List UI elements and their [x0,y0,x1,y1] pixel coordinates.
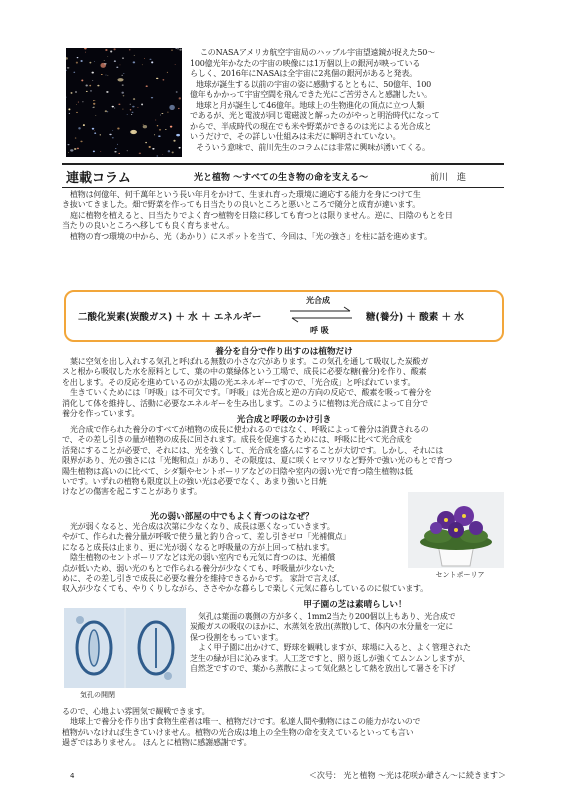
intro-line: であるが、光と電波が同じ電磁波と解ったのがやっと明治時代になって [190,111,440,120]
galaxy-dot [97,85,99,87]
galaxy-dot [78,127,81,129]
intro-line: いうだけで、その詳しい仕組みは未だに解明されていない。 [190,132,401,141]
galaxy-dot [167,72,168,73]
galaxy-dot [158,136,161,137]
galaxy-dot [78,102,79,103]
section-weak-light [62,522,428,595]
galaxy-dot [112,137,114,138]
galaxy-dot [112,106,114,108]
galaxy-dot [176,91,178,92]
body-line: やがて、作られた養分量が呼吸で使う量と釣り合って、差し引きゼロ「光補償点」 [62,532,351,542]
body-line: 植物がいなければ生きていけません。植物の光合成は地上の全生物の命を支えているといっても言い [62,727,414,737]
galaxy-dot [132,131,133,132]
galaxy-dot [178,108,180,109]
stomata-micrograph [64,608,186,688]
galaxy-dot [76,104,77,105]
galaxy-dot [105,49,107,51]
galaxy-dot [105,110,107,112]
galaxy-dot [68,152,69,153]
galaxy-dot [120,65,121,66]
galaxy-dot [122,109,123,110]
galaxy-dot [92,128,94,130]
galaxy-dot [130,104,131,105]
body-line: 保つ役割をもっています。 [190,632,283,642]
body-line: 芝生の緑が目に沁みます。人工芝ですと、照り返しが強くてムンムンしますが、 [190,653,470,663]
body-line: 地球上で養分を作り出す食物生産者は唯一、植物だけです。私達人間や動物にはこの能力がないので [70,717,421,727]
body-line: で、その差し引きの量が植物の成長に回されます。成長を促進するためには、呼吸に比べて光合成を [62,435,413,445]
galaxy-dot [95,115,96,116]
galaxy-dot [75,138,77,139]
galaxy-dot [74,148,76,150]
intro-line: 億年もかかって宇宙空間を飛んできた光にご苦労さんと感謝したい。 [190,90,432,99]
galaxy-dot [179,49,181,51]
galaxy-dot [89,85,91,87]
body-line: けなどの傷害を起こすことがあります。 [62,487,202,497]
galaxy-dot [117,127,119,129]
galaxy-dot [152,148,154,150]
galaxy-dot [107,111,108,112]
section-balance [62,425,506,498]
galaxy-dot [92,80,93,81]
section-koshien-part2 [62,707,506,749]
galaxy-dot [77,148,79,150]
galaxy-dot [133,61,136,63]
galaxy-dot [90,90,92,91]
galaxy-dot [118,153,120,154]
galaxy-dot [104,63,107,65]
galaxy-dot [144,58,145,59]
galaxy-dot [83,124,85,126]
galaxy-dot [167,112,168,113]
body-line: よく甲子園に出かけて、野球を観戦しますが、球場に入ると、よく管理された [198,643,471,653]
galaxy-dot [155,120,156,121]
galaxy-dot [156,78,158,79]
galaxy-dot [67,67,70,68]
galaxy-dot [145,142,147,143]
galaxy-dot [75,91,77,92]
galaxy-dot [143,124,144,125]
section-koshien-part1 [190,612,506,674]
galaxy-dot [154,134,155,135]
galaxy-dot [117,78,123,81]
body-line: スと根から吸収した水を原料として、葉の中の葉緑体という工場で、成長に必要な糖(養分)を作り、酸素 [62,367,427,377]
body-line: 収入が少なくても、やりくりしながら、ささやかな暮らしで楽しく元気に暮らしているのに似ています。 [62,584,428,594]
galaxy-dot [133,98,135,100]
galaxy-dot [66,97,67,98]
body-line: 陽生植物は高いのに比べて、シダ類やセントポーリアなどの日陰や室内の弱い光で育つ陰生植物は低 [62,466,413,476]
galaxy-dot [163,79,165,80]
body-line: るので、心地よい雰囲気で観戦できます。 [62,707,210,716]
galaxy-dot [93,151,95,153]
galaxy-dot [101,74,103,75]
body-line: 生きていくためには「呼吸」は不可欠です。「呼吸」は光合成と逆の方向の反応で、酸素を吸って養分を [70,388,432,398]
body-line: 消化して体を維持し、活動に必要なエネルギーを生み出します。このように植物は光合成によって自分で [62,398,428,408]
galaxy-dot [80,141,82,143]
galaxy-dot [109,134,111,135]
galaxy-dot [168,150,171,152]
section-nutrients [62,357,506,419]
galaxy-dot [146,86,148,87]
galaxy-dot [114,151,116,152]
body-line: を出します。その反応を進めているのが太陽の光エネルギーですので、「光合成」と呼ばれています。 [62,377,416,387]
intro-line: 100億光年かなたの宇宙の映像には1万個以上の銀河が映っている [190,58,421,68]
intro-paragraph [190,48,500,153]
galaxy-dot [80,60,82,62]
column-title: 連載コラム [66,171,131,186]
african-violet-photo [408,492,504,568]
galaxy-dot [107,75,108,76]
body-line: 気孔は葉面の裏側の方が多く、1mm2当たり200個以上もあり、光合成で [198,612,456,621]
intro-line: 地球と月が誕生して46億年。地球上の生物進化の頂点に立つ人類 [196,100,425,110]
galaxy-dot [131,114,132,115]
galaxy-dot [132,106,134,108]
galaxy-field [66,48,182,157]
body-line: 限界があり、光の強さには「光飽和点」があり、その限度は、夏に咲くヒマワリなど野外で強い光のもとで育つ [62,456,452,466]
body-line: 植物は何億年、何千萬年という長い年月をかけて、生まれ育った環境に適応する能力を身につけて生 [70,190,421,199]
galaxy-dot [94,61,95,62]
section-heading-koshien: 甲子園の芝は素晴らしい！ [303,600,407,610]
body-line: 葉に空気を出し入れする気孔と呼ばれる無数の小さな穴があります。この気孔を通して吸収した炭酸ガ [70,357,429,366]
galaxy-dot [127,150,128,151]
body-line: 植物の育つ環境の中から、光（あかり）にスポットを当て、今回は、「光の強さ」を柱に話を進めます。 [70,231,432,241]
galaxy-dot [73,72,75,73]
body-line: 陰生植物のセントポーリアなどは光の弱い室内でも元気に育つのは、光補償 [70,553,336,563]
galaxy-dot [142,64,143,65]
galaxy-dot [93,103,95,105]
galaxy-dot [112,130,113,131]
body-line: 養分を作っています。 [62,409,140,419]
section-heading-balance: 光合成と呼吸のかけ引き [236,415,332,425]
galaxy-dot [137,107,138,108]
galaxy-dot [81,79,83,81]
section-heading-weak-light: 光の弱い部屋の中でもよく育つのはなぜ？ [150,512,314,522]
intro-text [190,48,500,153]
galaxy-dot [110,51,112,53]
section-heading-nutrients: 養分を自分で作り出すのは植物だけ [215,347,353,357]
body-line: 当たりの良いところへ移しても良く育ちません。 [62,221,235,231]
column-author: 前川 進 [430,173,467,183]
galaxy-dot [129,49,131,50]
galaxy-dot [172,151,174,153]
galaxy-dot [114,108,115,109]
galaxy-dot [71,92,73,94]
intro-line: からで、半成時代の現在でも米や野菜ができるのは光による光合成と [190,121,432,131]
galaxy-dot [93,107,95,108]
galaxy-dot [121,75,123,76]
intro-line: らしく、2016年にNASAは全宇宙に2兆個の銀河があると発表。 [190,69,417,78]
galaxy-dot [104,60,105,61]
formula-photosynthesis-label: 光合成 [306,295,330,305]
violet-photo-caption: セントポーリア [435,571,485,579]
galaxy-dot [170,126,172,128]
galaxy-dot [86,91,88,92]
saintpaulia-illustration [408,492,504,568]
galaxy-dot [139,153,141,154]
page-number: 4 [70,772,75,780]
column-subtitle: 光と植物 ～すべての生き物の命を支える～ [194,173,368,183]
galaxy-dot [106,91,108,92]
galaxy-dot [176,134,180,136]
body-line: 過ぎではありません。 ほんとに植物に感謝感謝です。 [62,738,252,748]
galaxy-dot [173,140,175,142]
galaxy-dot [175,64,176,65]
galaxy-dot [66,57,68,60]
galaxy-dot [160,115,161,116]
galaxy-dot [100,134,102,135]
body-line: 自然芝ですので、葉から蒸散によって気化熱として熱を放出して暑さを下げ [190,664,456,674]
formula-right: 糖(養分) ＋ 酸素 ＋ 水 [366,312,464,323]
body-line: めに、その差し引きで成長に必要な養分を維持できるからです。 家計で言えば、 [62,574,345,584]
galaxy-dot [165,129,167,130]
body-line: 光合成で作られた養分のすべてが植物の成長に使われるのではなく、呼吸によって養分は消費されるの [70,425,429,434]
galaxy-dot [162,154,163,155]
intro-line: 地球が誕生する以前の宇宙の姿に感動するとともに、50億年、100 [196,79,432,89]
galaxy-dot [121,92,124,94]
galaxy-dot [107,56,108,57]
galaxy-dot [82,101,83,102]
galaxy-dot [85,52,86,53]
galaxy-dot [176,48,177,49]
galaxy-dot [122,85,124,86]
galaxy-dot [86,85,88,87]
galaxy-dot [134,55,135,56]
body-line: いです。いずれの植物も限度以上の強い光は必要でなく、あまり強いと日焼 [62,477,327,487]
galaxy-dot [94,100,95,101]
galaxy-dot [76,62,78,64]
galaxy-dot [177,48,179,49]
body-line: 点が低いため、弱い光のもとで作られる養分が少なくても、呼吸量が少ないた [62,563,335,573]
galaxy-dot [151,61,153,63]
galaxy-dot [92,72,94,74]
galaxy-dot [179,97,181,99]
body-line: 庭に植物を植えると、日当たりでよく育つ植物を日陰に移しても育つとは限りません。逆に、日陰のもとを日 [70,210,453,220]
galaxy-dot [132,112,134,113]
galaxy-dot [157,125,158,126]
galaxy-dot [113,48,115,50]
galaxy-dot [122,57,124,58]
galaxy-dot [68,144,70,145]
formula-respiration-label: 呼 吸 [310,325,329,335]
galaxy-dot [151,97,153,98]
galaxy-dot [169,105,175,110]
galaxy-dot [116,67,118,68]
galaxy-dot [76,112,78,113]
stomata-illustration [64,608,186,688]
intro-line: そういう意味で、前川先生のコラムには非常に興味が湧いてくる。 [196,142,430,152]
galaxy-dot [100,151,101,152]
formula-left: 二酸化炭素(炭酸ガス) ＋ 水 ＋ エネルギー [78,312,262,323]
galaxy-dot [70,149,73,151]
galaxy-dot [115,148,116,149]
galaxy-dot [171,50,173,51]
galaxy-dot [69,113,70,114]
galaxy-dot [179,147,181,149]
body-line: き抜いてきました。畑で野菜を作っても日当たりの良いところと悪いところで随分と成育が違います。 [62,200,421,210]
galaxy-dot [123,73,124,74]
reversible-arrow-icon [288,306,354,324]
galaxy-dot [143,125,147,128]
galaxy-dot [141,103,143,105]
galaxy-dot [68,108,70,110]
body-line: 炭酸ガスの吸収のほかに、水蒸気を放出(蒸散)して、体内の水分量を一定に [190,622,454,632]
galaxy-dot [89,62,91,64]
galaxy-dot [117,144,118,145]
galaxy-dot [114,60,116,62]
column-header [62,163,504,188]
body-line: になると成長は止まり、更に光が弱くなると呼吸量の方が上回って枯れます。 [62,542,335,552]
galaxy-dot [118,104,120,105]
galaxy-dot [84,48,87,50]
galaxy-dot [123,95,125,96]
galaxy-dot [159,129,161,131]
body-line: 活発にすることが必要で、それには、光を強くして、光合成を盛んにすることが大切です。しかし、それには [62,445,444,455]
galaxy-dot [149,59,151,60]
galaxy-dot [130,130,137,134]
stomata-photo-caption: 気孔の開閉 [80,691,115,699]
galaxy-dot [93,100,94,101]
next-issue-note: ＜次号： 光と植物 ～光は花咲か爺さん～に続きます＞ [308,771,506,780]
galaxy-dot [127,114,128,115]
galaxy-dot [77,57,79,58]
galaxy-dot [94,133,96,134]
galaxy-dot [66,70,67,71]
galaxy-dot [106,75,107,76]
column-intro [62,190,506,242]
intro-line: このNASAアメリカ航空宇宙局のハッブル宇宙望遠鏡が捉えた50～ [200,48,435,57]
galaxy-dot [130,109,132,110]
galaxy-dot [161,113,163,114]
galaxy-dot [149,146,151,147]
hubble-deep-field-photo [66,48,182,157]
galaxy-dot [156,155,158,156]
body-line: 光が弱くなると、光合成は次第に少なくなり、成長は悪くなっていきます。 [70,522,335,531]
photosynthesis-formula-box [64,290,504,342]
